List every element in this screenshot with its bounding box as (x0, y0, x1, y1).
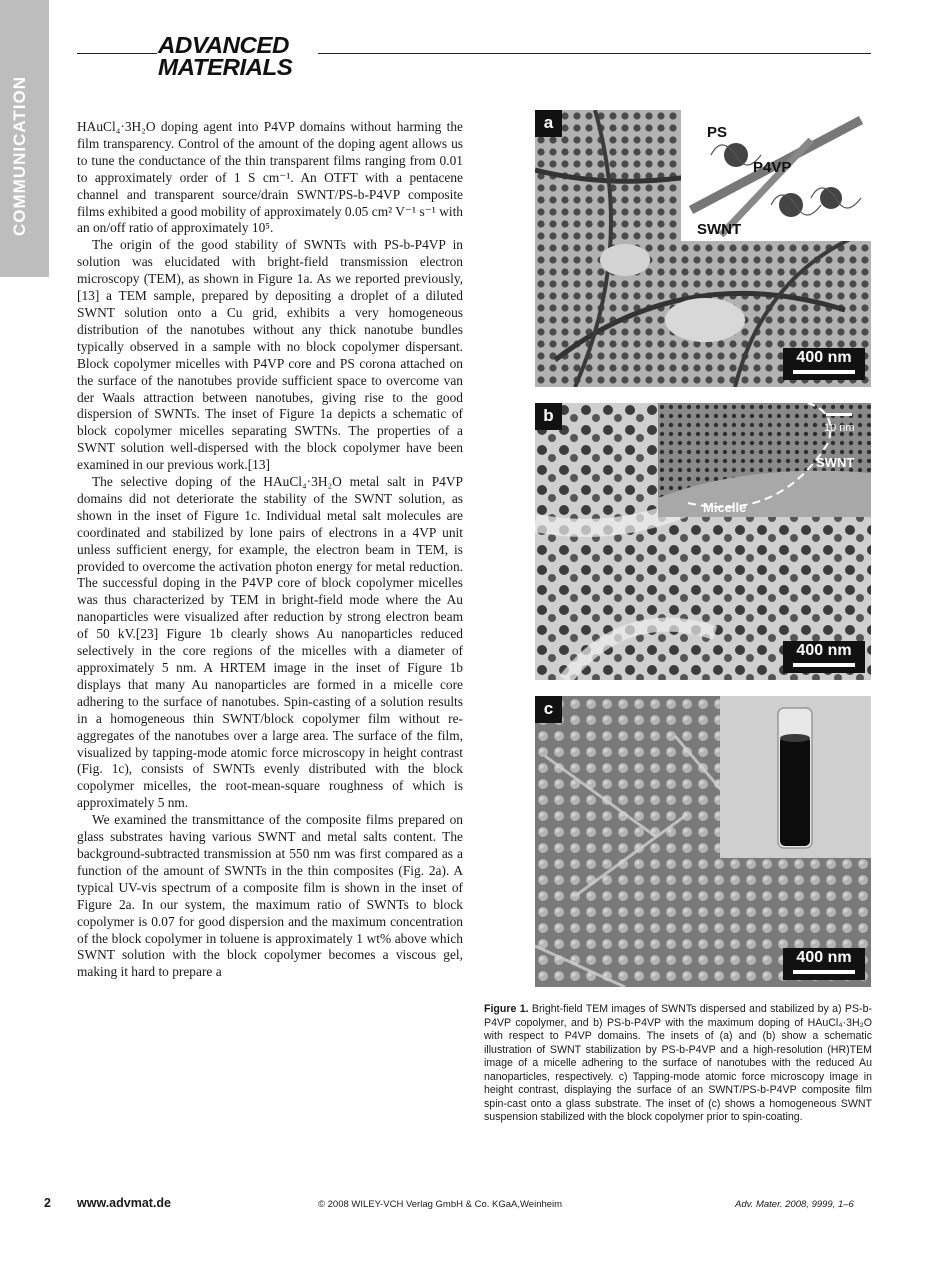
inset-label-ps: PS (707, 124, 728, 141)
citation: Adv. Mater. 2008, 9999, 1–6 (735, 1199, 854, 1210)
inset-label-micelle: Micelle (703, 500, 747, 515)
figure-panel-c (535, 696, 871, 987)
scale-label-c: 400 nm (796, 949, 852, 966)
paragraph: HAuCl₄·3H₂O doping agent into P4VP domains without harming the film transparency. Control of the amount of the doping agent allows us to tune the conductance of the thin transparent films ranging from 0.01 to approximately order of 1 S cm⁻¹. An OTFT with a pentacene channel and transparent source/drain SWNT/PS-b-P4VP composite films exhibited a good mobility of approximately 0.05 cm² V⁻¹ s⁻¹ with an on/off ratio of approximately 10⁵. (77, 119, 463, 236)
scale-bar-a (783, 348, 865, 380)
suspension-vial (720, 696, 871, 858)
figure-panel-b (535, 403, 871, 680)
paragraph: We examined the transmittance of the composite films prepared on glass substrates having various SWNT and metal salts content. The background-subtracted transmission at 550 nm was first compared as a function of the amount of SWNTs in the thin composites (Fig. 2a). A typical UV-vis spectrum of a composite film is shown in the inset of Figure 2a. In our system, the maximum ratio of SWNTs to block copolymer is 0.07 for good dispersion and the maximum concentration of the block copolymer in toluene is approximately 1 wt% above which SWNT solution with the block copolymer becomes a viscous gel, making it hard to prepare a (77, 812, 463, 980)
scale-label-b: 400 nm (796, 642, 852, 659)
scale-bar-b (783, 641, 865, 673)
schematic-inset-a (681, 110, 871, 241)
copyright-notice: © 2008 WILEY-VCH Verlag GmbH & Co. KGaA,Weinheim (318, 1199, 563, 1210)
section-label: COMMUNICATION (10, 76, 29, 236)
figure-panel-a (535, 110, 871, 387)
figure-caption (484, 1003, 872, 1125)
logo-line-2: MATERIALS (158, 54, 293, 80)
header-rule-right (318, 53, 871, 54)
body-text (77, 119, 463, 981)
inset-label-swnt-b: SWNT (816, 455, 855, 470)
panel-label-b: b (535, 403, 562, 430)
journal-logo (158, 32, 293, 80)
page-number: 2 (44, 1196, 51, 1210)
inset-label-swnt: SWNT (697, 221, 742, 238)
logo-line-1: ADVANCED (158, 32, 289, 58)
inset-label-p4vp: P4VP (753, 159, 792, 176)
micelle-schematic (681, 110, 871, 241)
hrtem-image (658, 403, 871, 517)
hrtem-inset-b (658, 403, 871, 517)
panel-label-a: a (535, 110, 562, 137)
panel-label-c: c (535, 696, 562, 723)
scale-bar-c (783, 948, 865, 980)
section-side-tab (0, 0, 49, 277)
paragraph: The selective doping of the HAuCl₄·3H₂O metal salt in P4VP domains did not deteriorate the stability of the SWNT solution, as shown in the inset of Figure 1c. Individual metal salt molecules are coordinated and stabilized by lone pairs of electrons in a 4VP unit unless sufficient energy, for example, the electron beam in TEM, is provided to overcome the activation photon energy for metal reduction. The successful doping in the P4VP core of block copolymer micelles was thus characterized by TEM in bright-field mode where the Au nanoparticles were visualized after reduction by strong electron beam of 50 kV.[23] Figure 1b clearly shows Au nanoparticles reduced selectively in the core regions of the micelles with a diameter of approximately 5 nm. A HRTEM image in the inset of Figure 1b displays that many Au nanoparticles are formed in a micelle core adhering to the surface of nanotubes. Spin-casting of a solution results in a homogeneous thin SWNT/block copolymer film without re-aggregates of the nanotubes over a large area. The surface of the film, visualized by tapping-mode atomic force microscopy in height contrast (Fig. 1c), consists of SWNTs evenly distributed with the block copolymer micelles, the root-mean-square roughness of which is approximately 5 nm. (77, 474, 463, 811)
vial-inset-c (720, 696, 871, 858)
caption-text: Bright-field TEM images of SWNTs dispersed and stabilized by a) PS-b-P4VP copolymer, and b) PS-b-P4VP with the maximum doping of HAuCl₄·3H₂O with respect to P4VP domains. The insets of (a) and (b) show a schematic illustration of SWNT stabilization by PS-b-P4VP and a high-resolution (HR)TEM image of a micelle adhering to the surface of nanotubes with the reduced Au nanoparticles, respectively. c) Tapping-mode atomic force microscopy image in height contrast, displaying the surface of an SWNT/PS-b-P4VP composite film spin-cast onto a glass substrate. The inset of (c) shows a homogeneous SWNT suspension stabilized with the block copolymer prior to spin-coating. (484, 1003, 872, 1123)
header-rule-left (77, 53, 157, 54)
paragraph: The origin of the good stability of SWNTs with PS-b-P4VP in solution was elucidated with bright-field transmission electron microscopy (TEM), as shown in Figure 1a. As we reported previously,[13] a TEM sample, prepared by depositing a droplet of a diluted SWNT solution onto a Cu grid, exhibits a very homogeneous distribution of the nanotubes without any thick nanotube bundles typically observed in a sample with no block copolymer dispersant. Block copolymer micelles with P4VP core and PS corona attached on the surface of the nanotubes provide sufficient space to overcome van der Waals attraction between nanotubes, giving rise to the good dispersion of SWNTs. The inset of Figure 1a depicts a schematic of block copolymer micelles separating SWTNs. The properties of a SWNT solution well-dispersed with the block copolymer have been examined in our previous work.[13] (77, 237, 463, 473)
caption-label: Figure 1. (484, 1003, 529, 1015)
scale-label-a: 400 nm (796, 349, 852, 366)
inset-scale-label: 10 nm (824, 422, 855, 434)
journal-url[interactable]: www.advmat.de (77, 1196, 172, 1210)
